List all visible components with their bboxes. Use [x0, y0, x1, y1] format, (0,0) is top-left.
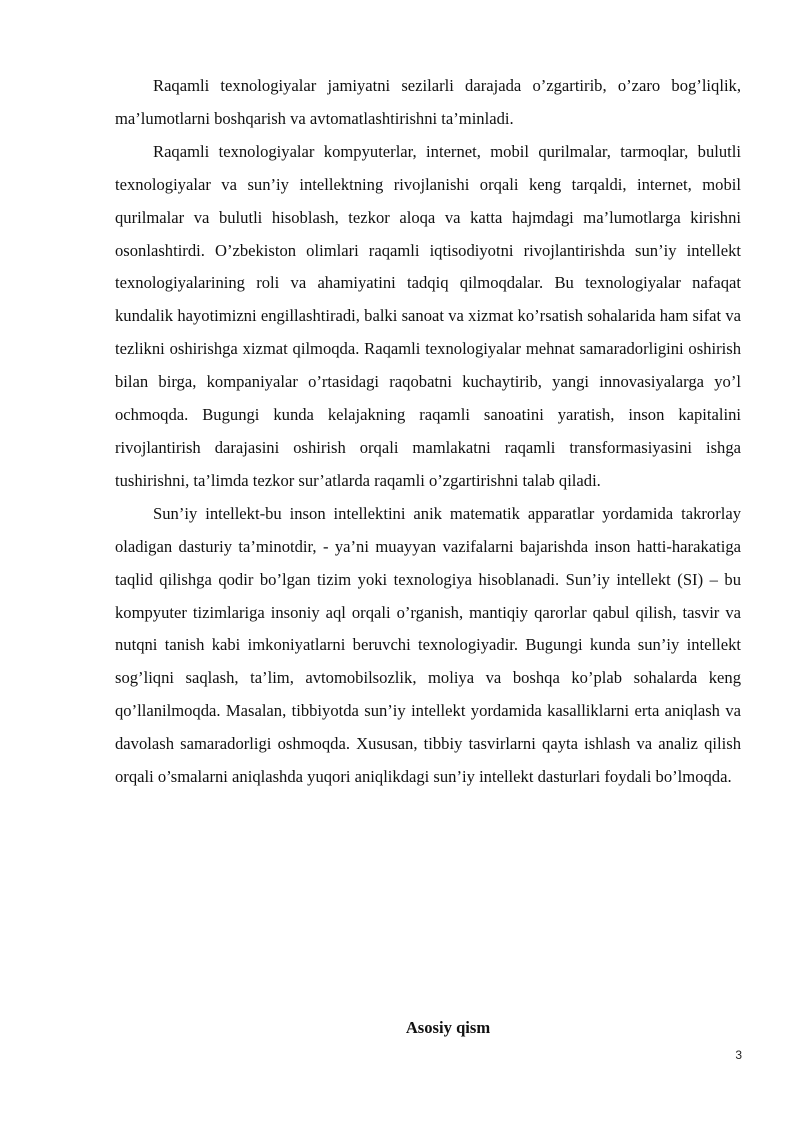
paragraph-intro: Raqamli texnologiyalar jamiyatni sezilarli darajada o’zgartirib, o’zaro bog’liqlik, ma’lumotlarni boshqarish va avtomatlashtirishni ta’minladi. [115, 76, 741, 128]
paragraph-artificial-intelligence: Sun’iy intellekt-bu inson intellektini anik matematik apparatlar yordamida takrorlay oladigan dasturiy ta’minotdir, - ya’ni muayyan vazifalarni bajarishda inson hatti-harakatiga taqlid qilishga qodir bo’lgan tizim yoki texnologiya hisoblanadi. Sun’iy intellekt (SI) – bu kompyuter tizimlariga insoniy aql orqali o’rganish, mantiqiy qarorlar qabul qilish, tasvir va nutqni tanish kabi imkoniyatlarni beruvchi texnologiyadir. Bugungi kunda sun’iy intellekt sog’liqni saqlash, ta’lim, avtomobilsozlik, moliya va boshqa ko’plab sohalarda keng qo’llanilmoqda. Masalan, tibbiyotda sun’iy intellekt yordamida kasalliklarni erta aniqlash va davolash samaradorligi oshmoqda. Xususan, tibbiy tasvirlarni qayta ishlash va analiz qilish orqali o’smalarni aniqlashda yuqori aniqlikdagi sun’iy intellekt dasturlari foydali bo’lmoqda. [115, 503, 741, 787]
page-number: 3 [735, 1048, 742, 1062]
section-heading: Asosiy qism [405, 1018, 491, 1037]
paragraph-digital-technologies: Raqamli texnologiyalar kompyuterlar, internet, mobil qurilmalar, tarmoqlar, bulutli texnologiyalar va sun’iy intellektning rivojlanishi orqali keng tarqaldi, internet, mobil qurilmalar va bulutli hisoblash, tezkor aloqa va katta hajmdagi ma’lumotlarga kirishni osonlashtirdi. O’zbekiston olimlari raqamli iqtisodiyotni rivojlantirishda sun’iy intellekt texnologiyalarining roli va ahamiyatini tadqiq qilmoqdalar. Bu texnologiyalar nafaqat kundalik hayotimizni engillashtiradi, balki sanoat va xizmat ko’rsatish sohalarida ham sifat va tezlikni oshirishga xizmat qilmoqda. Raqamli texnologiyalar mehnat samaradorligini oshirish bilan birga, kompaniyalar o’rtasidagi raqobatni kuchaytirib, yangi innovasiyalarga yo’l ochmoqda. Bugungi kunda kelajakning raqamli sanoatini yaratish, inson kapitalini rivojlantirish darajasini oshirish orqali mamlakatni raqamli transformasiyasini ishga tushirishni, ta’limda tezkor sur’atlarda raqamli o’zgartirishni talab qiladi. [115, 141, 741, 490]
body-text [115, 70, 741, 794]
